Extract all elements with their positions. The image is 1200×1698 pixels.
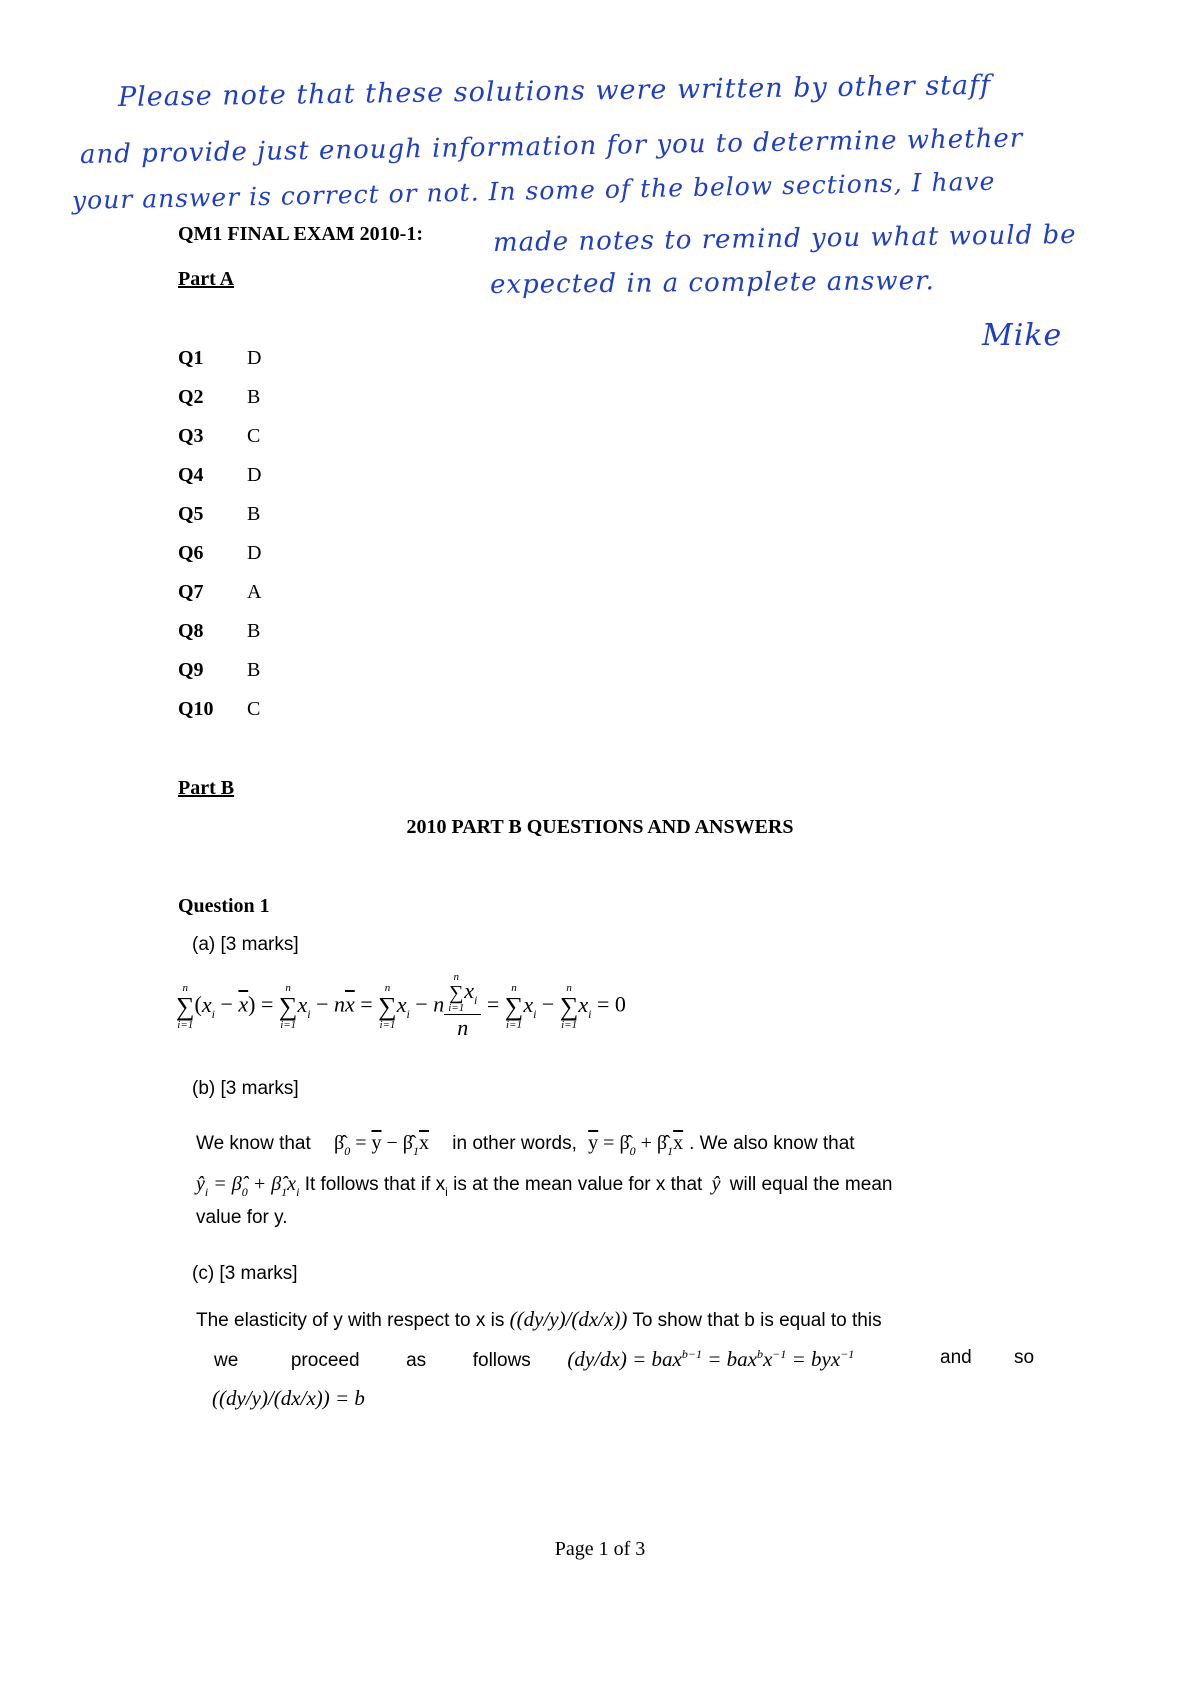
question-1b-line-3: value for y. [196,1207,288,1228]
elasticity-result: ((dy/y)/(dx/x)) = b [212,1386,365,1410]
b-text-4: It follows that if x [304,1174,446,1195]
c-text-6: follows [472,1350,531,1371]
answer-q1-label: Q1 [178,347,204,369]
answer-q9-value: B [247,659,261,681]
b-text-6: will equal the mean [729,1174,893,1195]
answer-q3-value: C [247,425,261,447]
handwritten-note-line-3: your answer is correct or not. In some of the below sections, I have [71,166,996,215]
question-1b-line-2 [196,1173,892,1200]
handwritten-note-line-2: and provide just enough information for you to determine whether [79,123,1024,170]
answer-q4-value: D [247,464,262,486]
question-1-heading: Question 1 [178,895,270,917]
b-text-2: in other words, [452,1133,577,1154]
answer-q7-value: A [247,581,262,603]
part-b-section-title: 2010 PART B QUESTIONS AND ANSWERS [406,816,794,838]
sum-symbol: n ∑ i=1 [278,981,298,1031]
sum-symbol: n ∑ i=1 [559,981,579,1031]
part-a-heading: Part A [178,268,235,290]
answer-q2-value: B [247,386,261,408]
b-text-5: is at the mean value for x that [453,1174,703,1195]
answer-q2-label: Q2 [178,386,204,408]
c-text-7: and [940,1347,972,1368]
c-text-4: proceed [290,1350,360,1371]
c-text-8: so [1014,1347,1035,1368]
question-1a-label: (a) [3 marks] [192,934,299,955]
elasticity-expression: ((dy/y)/(dx/x)) [509,1307,628,1331]
answer-q8-value: B [247,620,261,642]
answer-q5-value: B [247,503,261,525]
answer-q10-label: Q10 [178,698,214,720]
c-text-2: To show that b is equal to this [632,1310,882,1331]
beta0-equation: $\betâ_0 = \overline{y}$ − $\betâ_1\overline{x}$ [334,1132,429,1158]
answer-q6-label: Q6 [178,542,204,564]
question-1a-equation: n ∑ i=1 $(x_i - \overline{x})$ = n ∑ i=1 $x_i - n\overline{x}$ = n ∑ i=1 $x_i - n$ n ∑ i=1 $x_i$ n = n ∑ i=1 $x_i$ − n ∑ i=1 $x_i = 0$ [176,971,626,1040]
c-text-3: we [214,1350,239,1371]
b-text-4-sub: i [445,1185,448,1199]
part-b-heading: Part B [178,777,235,799]
c-text-5: as [406,1350,427,1371]
answer-q8-label: Q8 [178,620,204,642]
question-1b-label: (b) [3 marks] [192,1078,299,1099]
b-text-3: . We also know that [689,1133,855,1154]
handwritten-note-line-4: made notes to remind you what would be [492,219,1077,258]
handwritten-signature: Mike [982,318,1063,353]
question-1c-line-1 [196,1307,882,1332]
answer-q6-value: D [247,542,262,564]
question-1c-line-2 [214,1347,1038,1372]
answer-q1-value: D [247,347,262,369]
sum-symbol: n ∑ i=1 [378,981,397,1031]
mean-fraction: n ∑ i=1 $x_i$ n [444,972,481,1041]
derivative-equation: $(dy/dx) = bax^{b-1} = bax^bx^{-1} = byx^{-1}$ [567,1347,855,1371]
answer-q10-value: C [247,698,261,720]
answer-q4-label: Q4 [178,464,204,486]
answer-q7-label: Q7 [178,581,204,603]
sum-symbol: n ∑ i=1 [176,981,195,1031]
question-1c-label: (c) [3 marks] [192,1263,298,1284]
answer-q9-label: Q9 [178,659,204,681]
ybar-equation: $\overline{y}$ = $\betâ_0$ + $\betâ_1\overline{x}$ [588,1132,684,1158]
answer-q5-label: Q5 [178,503,204,525]
yhat-symbol: ŷ [711,1173,721,1195]
handwritten-note-line-1: Please note that these solutions were written by other staff [117,69,992,113]
answer-q3-label: Q3 [178,425,204,447]
fitted-equation: $ŷ_i$ = $\betâ_0$ + $\betâ_1x_i$ [196,1173,300,1199]
c-text-1: The elasticity of y with respect to x is [196,1310,505,1331]
page-number: Page 1 of 3 [554,1538,646,1560]
sum-symbol: n ∑ i=1 [504,981,524,1031]
question-1b-line-1 [196,1132,855,1159]
handwritten-note-line-5: expected in a complete answer. [489,266,935,300]
b-text-1: We know that [196,1133,311,1154]
exam-title: QM1 FINAL EXAM 2010-1: [178,223,423,245]
